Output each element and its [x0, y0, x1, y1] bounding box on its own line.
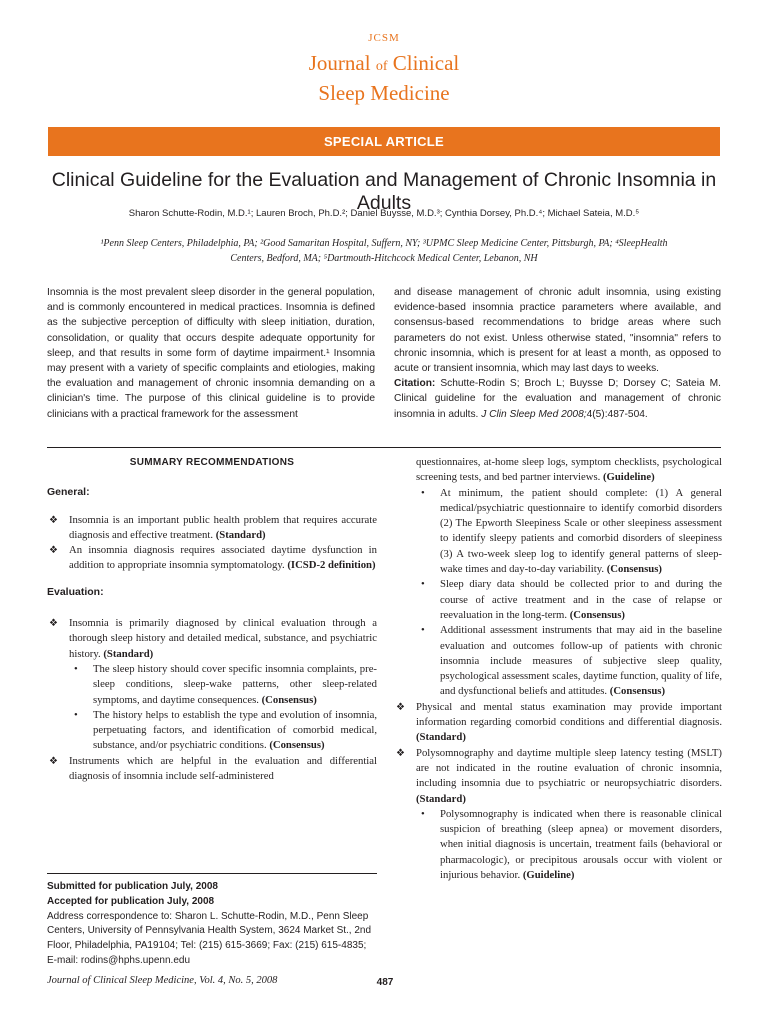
- evidence-tag: (Guideline): [522, 869, 575, 882]
- journal-logo-word: Journal: [308, 51, 371, 75]
- bullet-icon: •: [74, 662, 78, 675]
- affiliations: [40, 236, 728, 266]
- summary-heading: SUMMARY RECOMMENDATIONS: [129, 457, 295, 468]
- evaluation-item: [394, 746, 722, 807]
- evidence-tag: (Standard): [215, 528, 266, 541]
- summary-right-column: [394, 455, 722, 883]
- item-text: The sleep history should cover specific insomnia complaints, pre-sleep conditions, sleep-wake patterns, other sleep-related symptoms, and daytime consequences.: [93, 662, 377, 706]
- item-text: Sleep diary data should be collected prior to and during the course of active treatment and in the case of relapse or reevaluation in the long-term.: [440, 578, 722, 621]
- abstract-left: Insomnia is the most prevalent sleep disorder in the general population, and is commonly encountered in medical practices. Insomnia is defined as the subjective perception of difficulty with sleep initiation, duration, consolidation, or quality that occurs despite adequate opportunity for sleep, and that results in some form of daytime impairment.¹ Insomnia may present with a variety of specific complaints and etiologies, making the evaluation and management of chronic insomnia demanding on a clinician's time. The purpose of this clinical guideline is to provide clinicians with a practical framework for the assessment: [47, 287, 375, 420]
- affiliation-line: ¹Penn Sleep Centers, Philadelphia, PA; ²Good Samaritan Hospital, Suffern, NY; ³UPMC Sleep Medicine Center, Pittsburgh, PA; ⁴SleepHealth: [100, 238, 668, 249]
- evidence-tag: (Consensus): [269, 739, 325, 752]
- footer-journal: Journal of Clinical Sleep Medicine, Vol. 4, No. 5, 2008: [47, 975, 278, 986]
- journal-logo-of: of: [375, 59, 388, 74]
- diamond-bullet-icon: ❖: [49, 618, 58, 630]
- evidence-tag: (ICSD-2 definition): [287, 559, 376, 572]
- journal-logo: [0, 50, 768, 106]
- evidence-tag: (Consensus): [569, 608, 625, 621]
- evidence-tag: (Standard): [416, 731, 466, 744]
- general-item: [47, 543, 377, 574]
- item-text: Insomnia is an important public health problem that requires accurate diagnosis and effective treatment.: [69, 513, 377, 541]
- evaluation-subitem: [47, 708, 377, 754]
- evidence-tag: (Standard): [416, 792, 466, 805]
- item-text: An insomnia diagnosis requires associated daytime dysfunction in addition to appropriate insomnia symptomatology.: [69, 544, 377, 572]
- article-type-banner: SPECIAL ARTICLE: [48, 127, 720, 156]
- diamond-bullet-icon: ❖: [396, 747, 405, 759]
- accepted-date: Accepted for publication July, 2008: [47, 895, 215, 907]
- item-text: questionnaires, at-home sleep logs, symptom checklists, psychological screening tests, and bed partner interviews.: [416, 456, 722, 484]
- evaluation-item: [47, 754, 377, 785]
- evidence-tag: (Consensus): [609, 685, 666, 698]
- citation-journal: J Clin Sleep Med 2008;: [481, 408, 587, 420]
- item-text: The history helps to establish the type and evolution of insomnia, perpetuating factors, and identification of comorbid medical, substance, and/or psychiatric conditions.: [93, 708, 377, 752]
- general-heading: General:: [47, 486, 90, 499]
- diamond-bullet-icon: ❖: [49, 514, 58, 526]
- evaluation-subitem: [394, 577, 722, 623]
- evidence-tag: (Consensus): [606, 563, 662, 576]
- bullet-icon: •: [74, 708, 78, 721]
- journal-acronym: JCSM: [368, 32, 400, 44]
- diamond-bullet-icon: ❖: [49, 755, 58, 767]
- diamond-bullet-icon: ❖: [49, 545, 58, 557]
- divider: [47, 447, 721, 448]
- evaluation-subitem: [394, 807, 722, 883]
- evaluation-subitem: [394, 623, 722, 699]
- footnote: [47, 880, 377, 969]
- citation-volume: 4(5):487-504.: [586, 408, 648, 420]
- bullet-icon: •: [421, 624, 425, 637]
- item-text: Instruments which are helpful in the evaluation and differential diagnosis of insomnia include self-administered: [69, 754, 377, 783]
- evidence-tag: (Consensus): [261, 693, 317, 706]
- bullet-icon: •: [421, 578, 425, 591]
- evaluation-subitem: [394, 486, 722, 578]
- evaluation-heading: Evaluation:: [47, 585, 104, 598]
- evidence-tag: (Standard): [103, 647, 154, 660]
- affiliation-line: Centers, Bedford, MA; ⁵Dartmouth-Hitchcock Medical Center, Lebanon, NH: [230, 253, 538, 264]
- journal-logo-line2: Sleep Medicine: [318, 81, 450, 105]
- summary-left-column: [47, 455, 377, 784]
- evaluation-item: [47, 616, 377, 662]
- citation-text: Schutte-Rodin S; Broch L; Buysse D; Dorsey C; Sateia M. Clinical guideline for the evaluation and management of chronic insomnia in adults.: [394, 378, 721, 420]
- journal-logo-word: Clinical: [392, 51, 460, 75]
- evidence-tag: (Guideline): [602, 471, 655, 484]
- page-number: 487: [376, 977, 394, 988]
- evaluation-item-continued: [394, 455, 722, 486]
- footnote-rule: [47, 873, 377, 874]
- journal-logo-line1: [0, 50, 768, 80]
- item-text: Polysomnography is indicated when there is reasonable clinical suspicion of breathing (sleep apnea) or movement disorders, when initial diagnosis is uncertain, treatment fails (behavioral or pharmacologic), or precipitous arousals occur with violent or injurious behavior.: [440, 807, 722, 882]
- item-text: Physical and mental status examination may provide important information regarding comorbid conditions and differential diagnosis.: [416, 700, 722, 729]
- author-list: Sharon Schutte-Rodin, M.D.¹; Lauren Broch, Ph.D.²; Daniel Buysse, M.D.³; Cynthia Dorsey, Ph.D.⁴; Michael Sateia, M.D.⁵: [128, 208, 640, 219]
- item-text: Polysomnography and daytime multiple sleep latency testing (MSLT) are not indicated in the routine evaluation of chronic insomnia, including insomnia due to psychiatric or neuropsychiatric disorders.: [416, 746, 722, 790]
- correspondence-address: Address correspondence to: Sharon L. Schutte-Rodin, M.D., Penn Sleep Centers, University of Pennsylvania Health System, 3624 Market St., 2nd Floor, Philadelphia, PA19104; Tel: (215) 615-3669; Fax: (215) 615-4835; E-mail: rodins@hphs.upenn.edu: [47, 910, 372, 966]
- citation-label: Citation:: [394, 378, 436, 390]
- abstract-right: [394, 285, 721, 422]
- article-title: Clinical Guideline for the Evaluation and Management of Chronic Insomnia in Adults: [51, 169, 717, 214]
- evaluation-subitem: [47, 662, 377, 708]
- general-item: [47, 513, 377, 544]
- diamond-bullet-icon: ❖: [396, 701, 405, 713]
- abstract-right-text: and disease management of chronic adult insomnia, using existing evidence-based insomnia practice parameters where available, and consensus-based recommendations to bridge areas where such parameters do not exist. Unless otherwise stated, "insomnia" refers to chronic insomnia, which is present for at least a month, as opposed to acute or transient insomnia, which may last days to weeks.: [394, 287, 721, 375]
- submitted-date: Submitted for publication July, 2008: [47, 881, 218, 892]
- item-text: At minimum, the patient should complete: (1) A general medical/psychiatric questionnaire to identify comorbid disorders (2) The Epworth Sleepiness Scale or other sleepiness assessment to identify sleepy patients and comorbid disorders of sleepiness (3) A two-week sleep log to identify general patterns of sleep-wake times and day-to-day variability.: [440, 486, 722, 576]
- item-text: Insomnia is primarily diagnosed by clinical evaluation through a thorough sleep history and detailed medical, substance, and psychiatric history.: [69, 617, 377, 660]
- evaluation-item: [394, 700, 722, 746]
- bullet-icon: •: [421, 807, 425, 820]
- item-text: Additional assessment instruments that may aid in the baseline evaluation and outcomes follow-up of patients with chronic insomnia include measures of subjective sleep quality, psychological assessment scales, daytime function, quality of life, and dysfunctional beliefs and attitudes.: [440, 624, 722, 698]
- bullet-icon: •: [421, 486, 425, 499]
